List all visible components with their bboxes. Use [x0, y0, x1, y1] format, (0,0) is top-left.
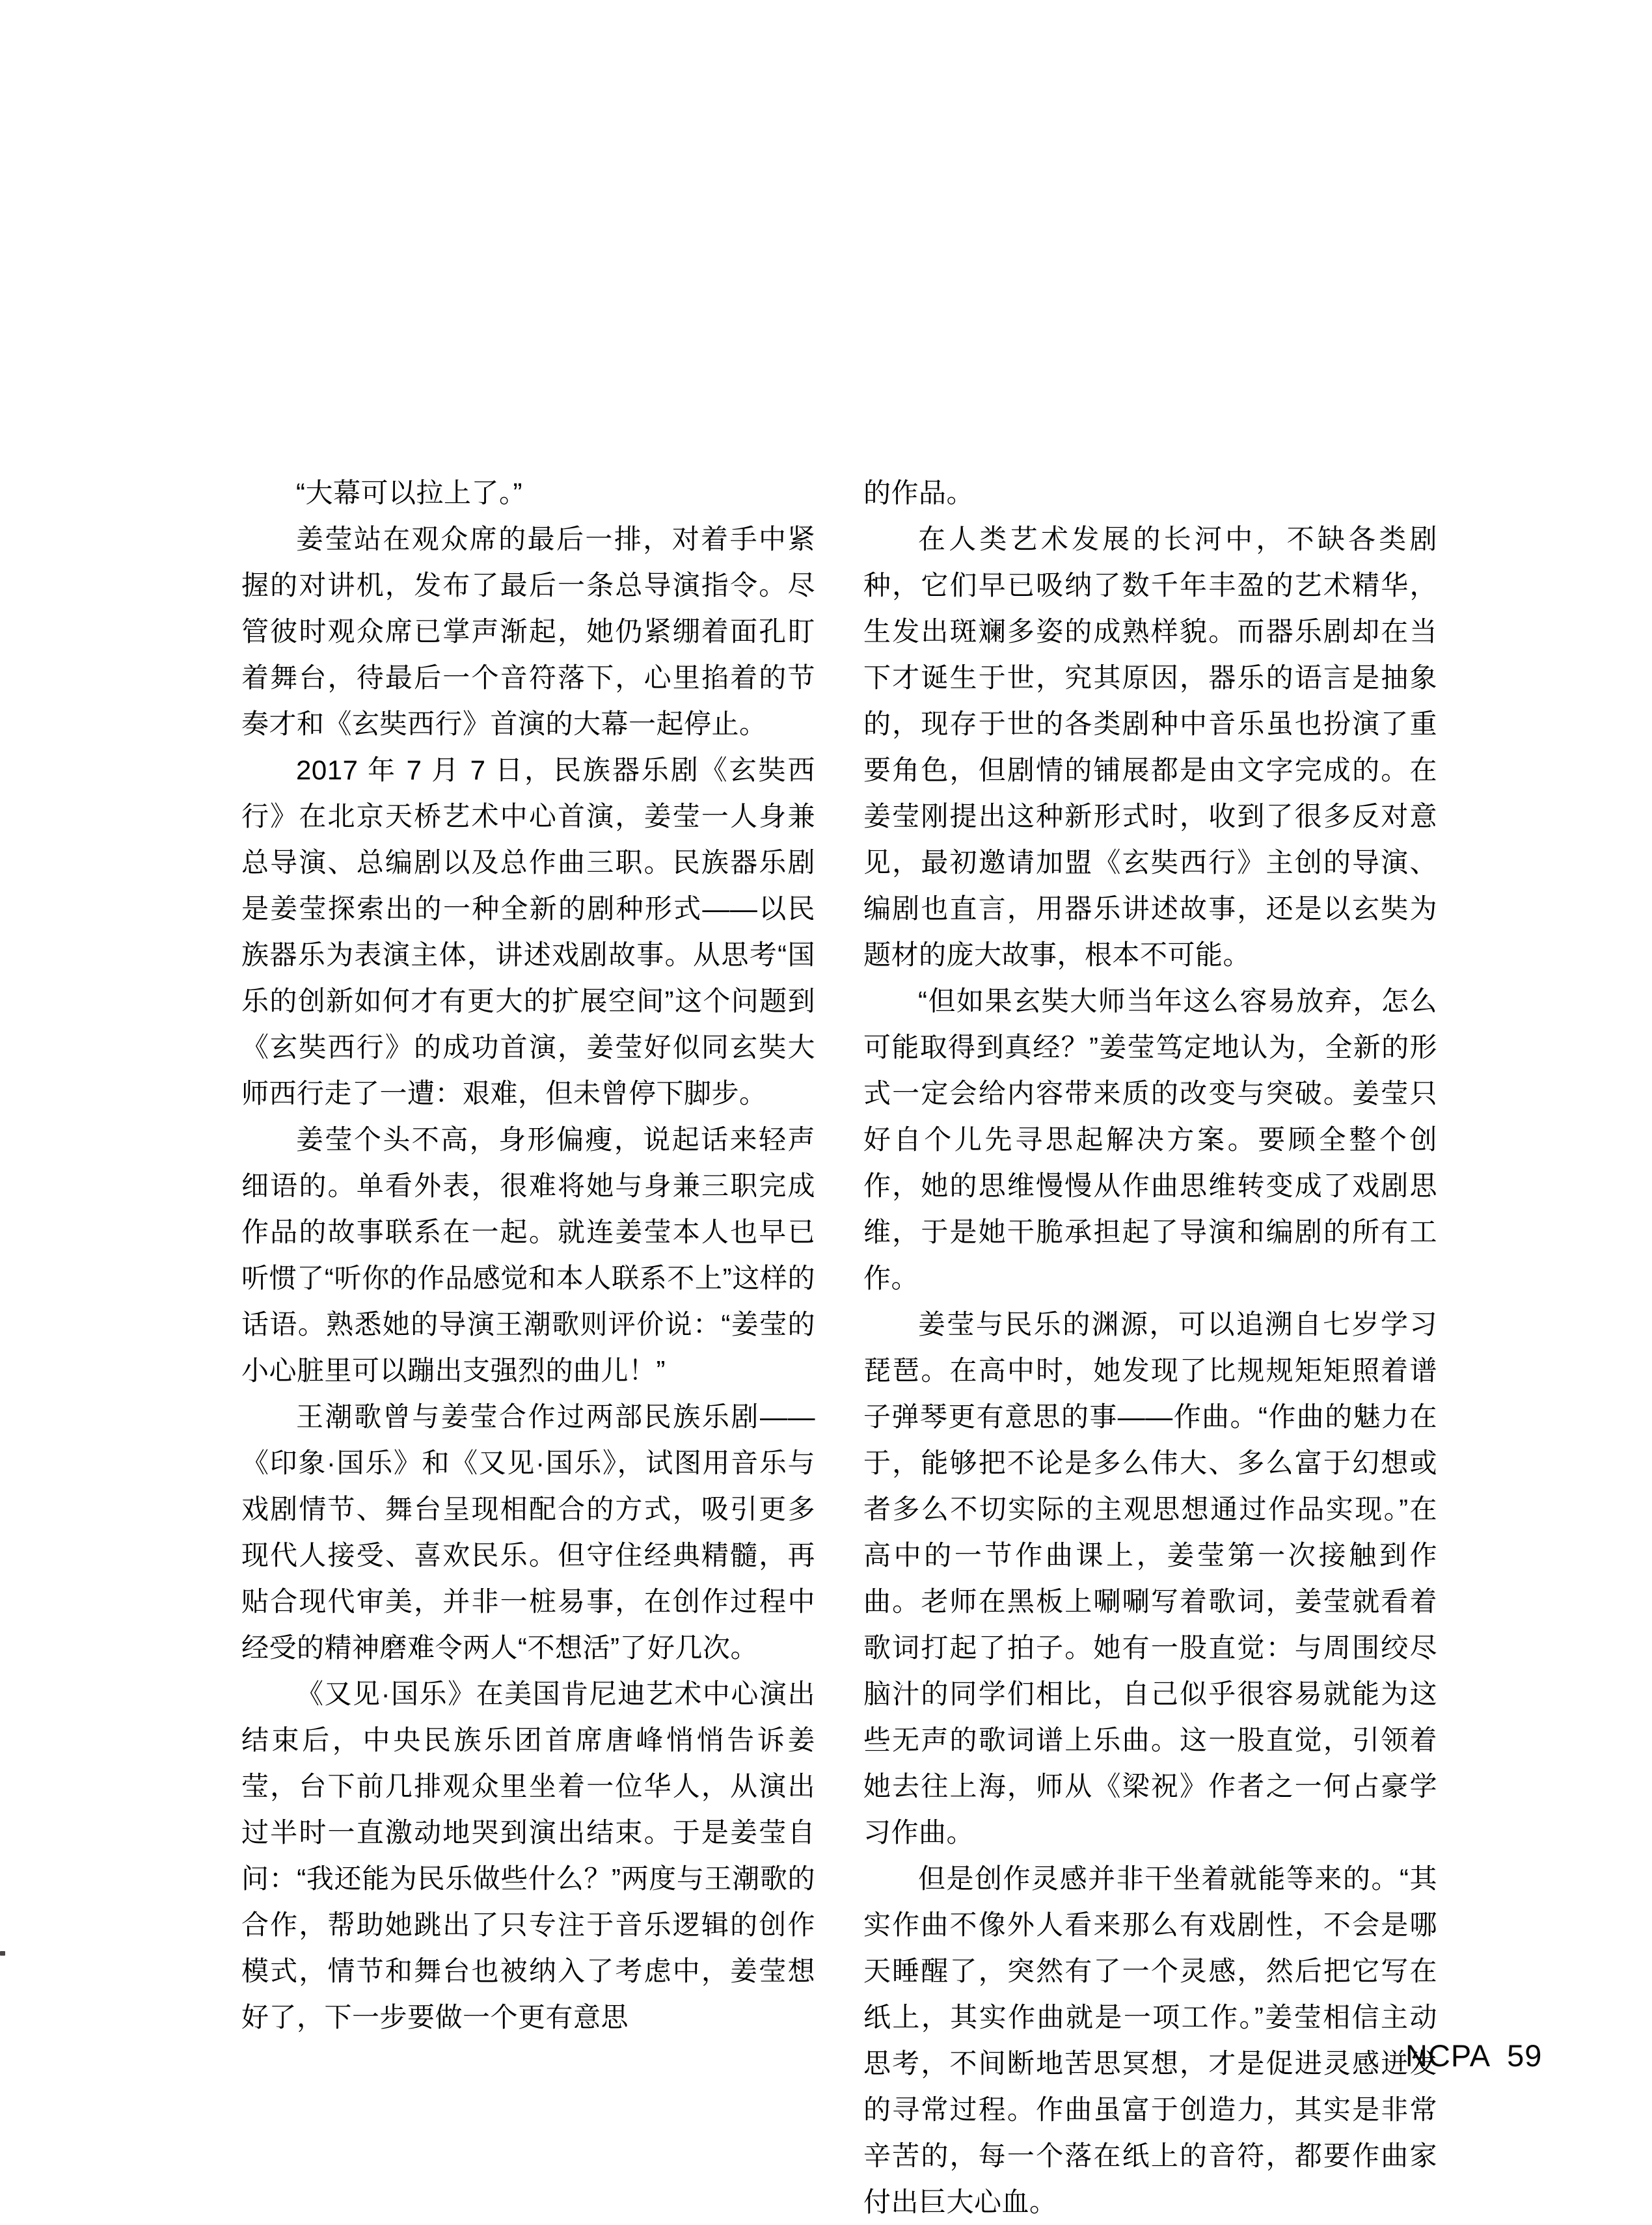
- paragraph: 2017 年 7 月 7 日，民族器乐剧《玄奘西行》在北京天桥艺术中心首演，姜莹一人身兼总导演、总编剧以及总作曲三职。民族器乐剧是姜莹探索出的一种全新的剧种形式——以民族器乐为表演主体，讲述戏剧故事。从思考“国乐的创新如何才有更大的扩展空间”这个问题到《玄奘西行》的成功首演，姜莹好似同玄奘大师西行走了一遭：艰难，但未曾停下脚步。: [241, 755, 815, 1109]
- paragraph: 姜莹个头不高，身形偏瘦，说起话来轻声细语的。单看外表，很难将她与身兼三职完成作品的故事联系在一起。就连姜莹本人也早已听惯了“听你的作品感觉和本人联系不上”这样的话语。熟悉她的导演王潮歌则评价说：“姜莹的小心脏里可以蹦出支强烈的曲儿！”: [241, 1124, 815, 1386]
- article-column-left: [241, 470, 815, 2040]
- paragraph: 姜莹站在观众席的最后一排，对着手中紧握的对讲机，发布了最后一条总导演指令。尽管彼时观众席已掌声渐起，她仍紧绷着面孔盯着舞台，待最后一个音符落下，心里掐着的节奏才和《玄奘西行》首演的大幕一起停止。: [241, 524, 815, 739]
- paragraph: 姜莹与民乐的渊源，可以追溯自七岁学习琵琶。在高中时，她发现了比规规矩矩照着谱子弹琴更有意思的事——作曲。“作曲的魅力在于，能够把不论是多么伟大、多么富于幻想或者多么不切实际的主观思想通过作品实现。”在高中的一节作曲课上，姜莹第一次接触到作曲。老师在黑板上唰唰写着歌词，姜莹就看着歌词打起了拍子。她有一股直觉：与周围绞尽脑汁的同学们相比，自己似乎很容易就能为这些无声的歌词谱上乐曲。这一股直觉，引领着她去往上海，师从《梁祝》作者之一何占豪学习作曲。: [863, 1309, 1437, 1848]
- paragraph: 《又见·国乐》在美国肯尼迪艺术中心演出结束后，中央民族乐团首席唐峰悄悄告诉姜莹，台下前几排观众里坐着一位华人，从演出过半时一直激动地哭到演出结束。于是姜莹自问：“我还能为民乐做些什么？”两度与王潮歌的合作，帮助她跳出了只专注于音乐逻辑的创作模式，情节和舞台也被纳入了考虑中，姜莹想好了，下一步要做一个更有意思: [241, 1679, 815, 2032]
- paragraph: 在人类艺术发展的长河中，不缺各类剧种，它们早已吸纳了数千年丰盈的艺术精华，生发出斑斓多姿的成熟样貌。而器乐剧却在当下才诞生于世，究其原因，器乐的语言是抽象的，现存于世的各类剧种中音乐虽也扮演了重要角色，但剧情的铺展都是由文字完成的。在姜莹刚提出这种新形式时，收到了很多反对意见，最初邀请加盟《玄奘西行》主创的导演、编剧也直言，用器乐讲述故事，还是以玄奘为题材的庞大故事，根本不可能。: [863, 524, 1437, 970]
- article-column-right: [863, 470, 1437, 2225]
- paragraph-continuation: 的作品。: [863, 478, 975, 508]
- page-footer: [1405, 2038, 1542, 2073]
- paragraph: 王潮歌曾与姜莹合作过两部民族乐剧——《印象·国乐》和《又见·国乐》，试图用音乐与戏剧情节、舞台呈现相配合的方式，吸引更多现代人接受、喜欢民乐。但守住经典精髓，再贴合现代审美，并非一桩易事，在创作过程中经受的精神磨难令两人“不想活”了好几次。: [241, 1401, 815, 1663]
- page-number: 59: [1507, 2038, 1543, 2073]
- paragraph: 但是创作灵感并非干坐着就能等来的。“其实作曲不像外人看来那么有戏剧性，不会是哪天睡醒了，突然有了一个灵感，然后把它写在纸上，其实作曲就是一项工作。”姜莹相信主动思考，不间断地苦思冥想，才是促进灵感迸发的寻常过程。作曲虽富于创造力，其实是非常辛苦的，每一个落在纸上的音符，都要作曲家付出巨大心血。: [863, 1863, 1437, 2217]
- print-artifact-mark: [0, 1951, 5, 1956]
- paragraph-quote-opening: “大幕可以拉上了。”: [296, 478, 522, 508]
- journal-label: NCPA: [1405, 2038, 1491, 2073]
- paragraph: “但如果玄奘大师当年这么容易放弃，怎么可能取得到真经？”姜莹笃定地认为，全新的形式一定会给内容带来质的改变与突破。姜莹只好自个儿先寻思起解决方案。要顾全整个创作，她的思维慢慢从作曲思维转变成了戏剧思维，于是她干脆承担起了导演和编剧的所有工作。: [863, 986, 1437, 1293]
